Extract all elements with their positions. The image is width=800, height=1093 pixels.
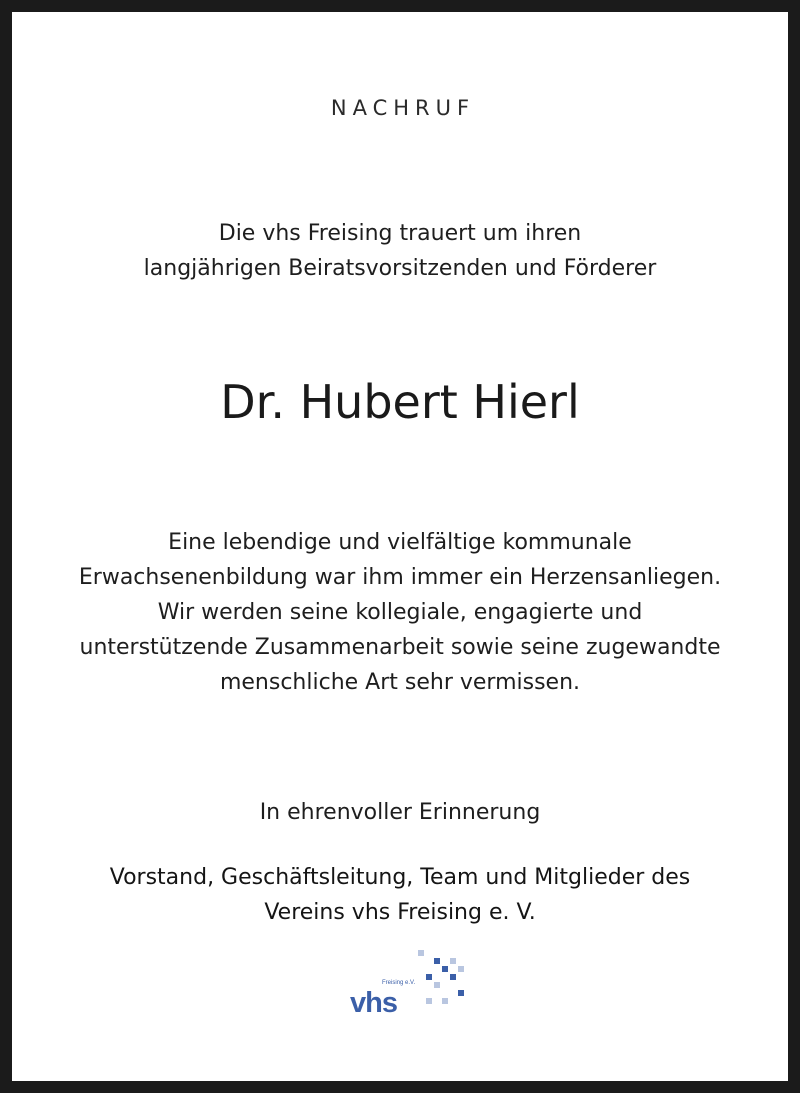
memory-line: In ehrenvoller Erinnerung [259,800,541,825]
tribute-line: unterstützende Zusammenarbeit sowie seine zugewandte [79,635,721,660]
notice-heading: NACHRUF [330,96,476,120]
logo-square [426,974,432,980]
logo-square [442,998,448,1004]
vhs-logo [348,948,478,1016]
logo-subtitle: Freising e.V. [382,980,416,986]
logo-square [442,966,448,972]
logo-square [458,990,464,996]
tribute-text [24,525,776,700]
tribute-line: Wir werden seine kollegiale, engagierte und [157,600,643,625]
tribute-line: menschliche Art sehr vermissen. [219,670,581,695]
logo-square [450,958,456,964]
intro-line: Die vhs Freising trauert um ihren [218,221,582,246]
signature-line: Vereins vhs Freising e. V. [264,900,536,925]
logo-square [434,982,440,988]
logo-squares [418,950,464,1004]
signature-text [24,860,776,930]
deceased-name: Dr. Hubert Hierl [220,375,580,429]
vhs-logo-graphic [348,948,478,1016]
logo-wordmark: vhs [350,987,397,1016]
logo-square [458,966,464,972]
intro-text [24,216,776,286]
logo-square [434,958,440,964]
logo-square [426,998,432,1004]
logo-square [450,974,456,980]
intro-line: langjährigen Beiratsvorsitzenden und Förderer [143,256,657,281]
tribute-line: Eine lebendige und vielfältige kommunale [168,530,632,555]
signature-line: Vorstand, Geschäftsleitung, Team und Mitglieder des [109,865,691,890]
logo-square [418,950,424,956]
tribute-line: Erwachsenenbildung war ihm immer ein Herzensanliegen. [78,565,722,590]
